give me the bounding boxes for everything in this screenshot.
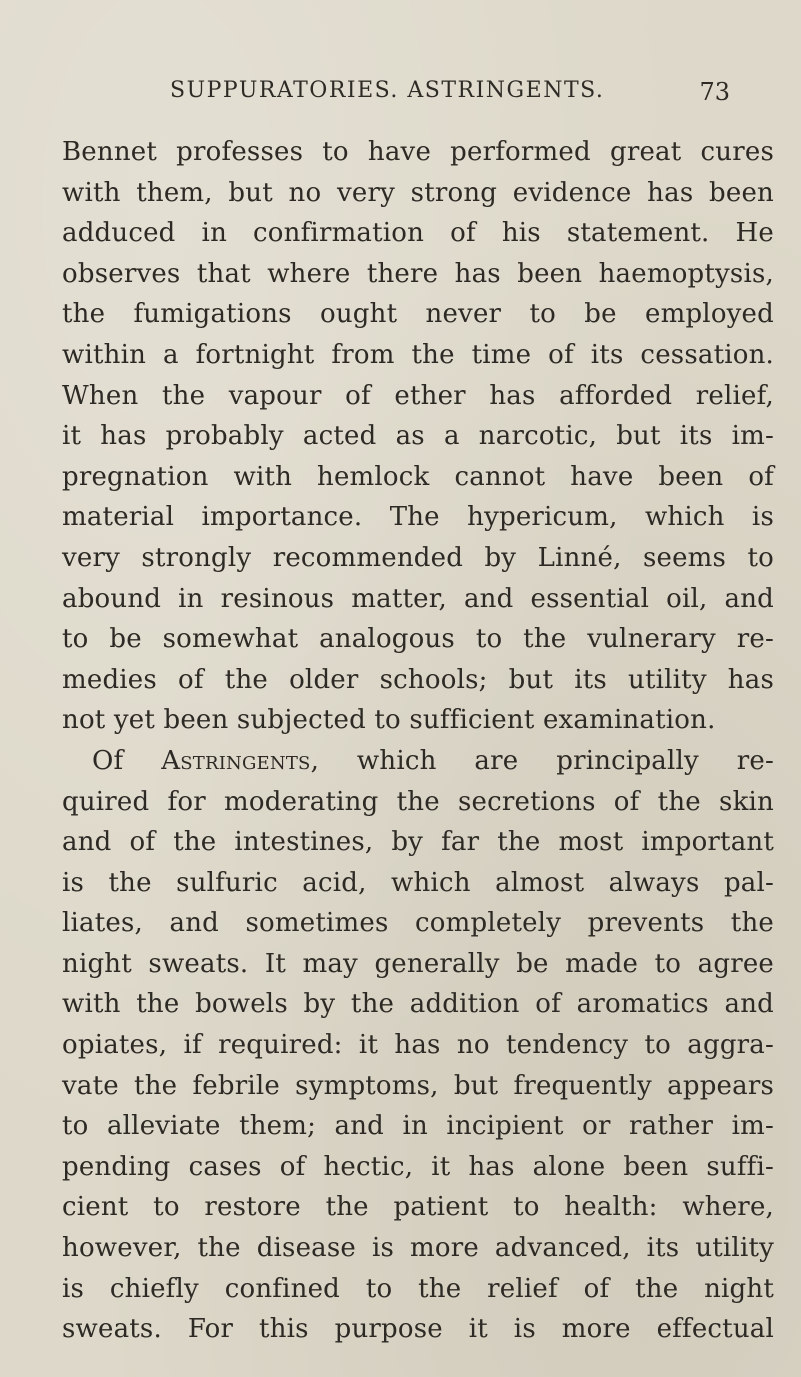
text-line: observes that where there has been haemoptysis, — [62, 258, 774, 289]
body-text — [62, 132, 774, 1350]
text-line: however, the disease is more advanced, its utility — [62, 1233, 774, 1264]
paragraph-start-line — [62, 741, 774, 782]
text-line: it has probably acted as a narcotic, but its im- — [62, 421, 774, 452]
text-line: is the sulfuric acid, which almost always pal- — [62, 867, 774, 898]
text-line: cient to restore the patient to health: where, — [62, 1192, 774, 1223]
text-line: and of the intestines, by far the most important — [62, 827, 774, 858]
text-line: to alleviate them; and in incipient or rather im- — [62, 1111, 774, 1142]
text-line: with the bowels by the addition of aromatics and — [62, 989, 774, 1020]
text-line: liates, and sometimes completely prevents the — [62, 908, 774, 939]
text-line: vate the febrile symptoms, but frequently appears — [62, 1070, 774, 1101]
paragraph-lead: Of — [92, 745, 162, 776]
text-line: quired for moderating the secretions of the skin — [62, 786, 774, 817]
text-line: pending cases of hectic, it has alone been suffi- — [62, 1151, 774, 1182]
text-line: within a fortnight from the time of its cessation. — [62, 339, 774, 370]
text-line: pregnation with hemlock cannot have been of — [62, 461, 774, 492]
text-line: very strongly recommended by Linné, seems to — [62, 542, 774, 573]
text-line: is chiefly confined to the relief of the night — [62, 1273, 774, 1304]
text-line: opiates, if required: it has no tendency to aggra- — [62, 1030, 774, 1061]
text-line: material importance. The hypericum, which is — [62, 502, 774, 533]
text-line: the fumigations ought never to be employed — [62, 299, 774, 330]
text-line: adduced in confirmation of his statement. He — [62, 218, 774, 249]
text-line: abound in resinous matter, and essential oil, and — [62, 583, 774, 614]
running-head — [170, 78, 730, 118]
astringents-heading: Astringents — [161, 745, 311, 776]
text-line: Bennet professes to have performed great cures — [62, 137, 774, 167]
text-line: sweats. For this purpose it is more effectual — [62, 1314, 774, 1345]
text-line: to be somewhat analogous to the vulnerary re- — [62, 624, 774, 655]
running-head-title: SUPPURATORIES. ASTRINGENTS. — [170, 78, 605, 103]
text-line: medies of the older schools; but its utility has — [62, 664, 774, 695]
text-line: with them, but no very strong evidence has been — [62, 177, 774, 208]
text-line: When the vapour of ether has afforded relief, — [62, 380, 774, 411]
text-line: night sweats. It may generally be made to agree — [62, 948, 774, 979]
paragraph-lead-rest: , which are principally re- — [310, 745, 774, 776]
text-line: not yet been subjected to sufficient examination. — [62, 705, 716, 736]
page-number: 73 — [699, 78, 730, 106]
